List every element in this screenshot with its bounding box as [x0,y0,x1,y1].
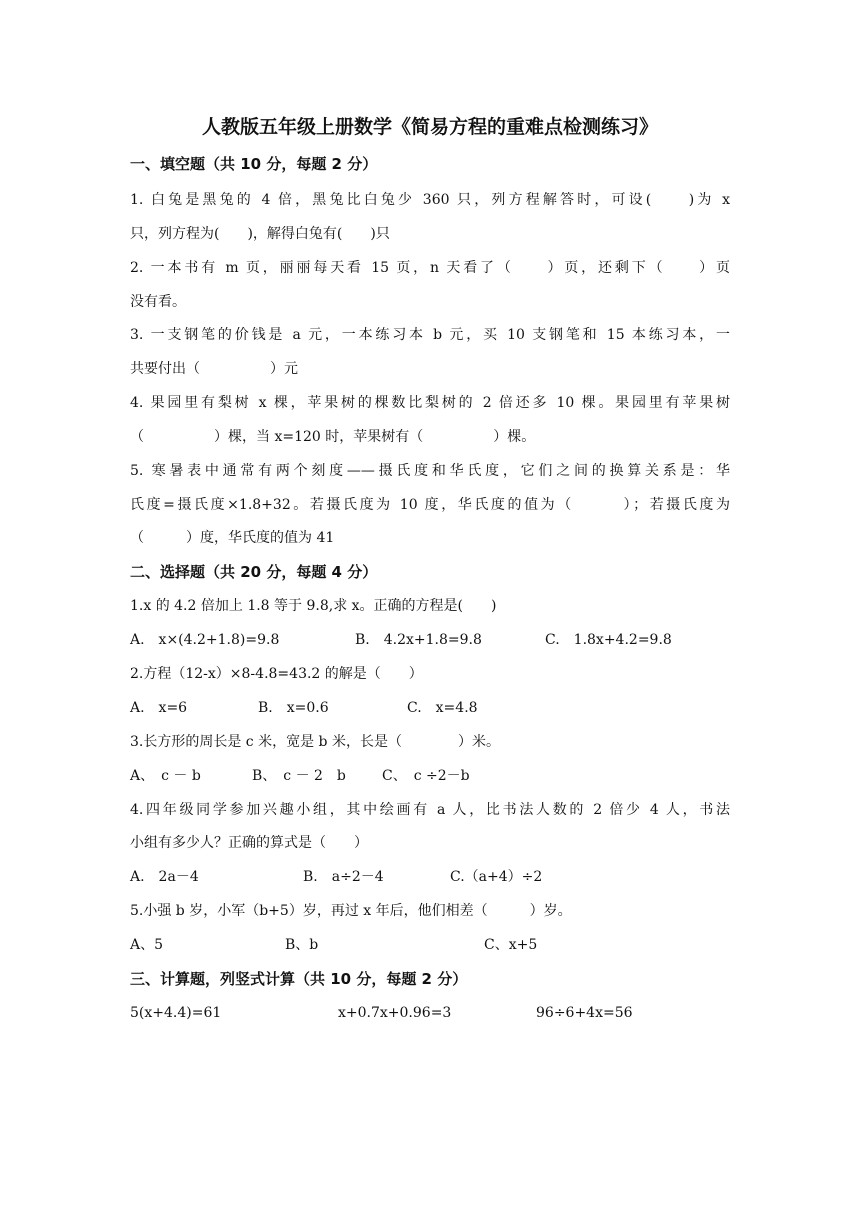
option-c: C. x=4.8 [407,700,478,716]
question-1-5-line-3: （ ）度，华氏度的值为 41 [130,530,335,546]
option-b: B. a÷2－4 [303,869,384,885]
question-2-2-stem: 2.方程（12-x）×8-4.8=43.2 的解是（ ） [130,666,423,682]
option-c: C、x+5 [484,937,538,953]
question-1-2-line-2: 没有看。 [130,294,186,310]
option-b: B、b [285,937,319,953]
question-1-3-line-2: 共要付出（ ）元 [130,361,298,377]
question-1-1-line-1: 1. 白兔是黑兔的 4 倍，黑兔比白兔少 360 只，列方程解答时，可设( )为 x [130,192,730,208]
question-1-5-line-1: 5. 寒暑表中通常有两个刻度——摄氏度和华氏度，它们之间的换算关系是：华 [130,463,730,479]
option-c: C. 1.8x+4.2=9.8 [545,632,672,648]
option-a: A. 2a－4 [130,869,199,885]
option-b: B、 c － 2 b [252,768,346,784]
option-a: A. x=6 [130,700,188,716]
question-2-4-line-1: 4.四年级同学参加兴趣小组，其中绘画有 a 人，比书法人数的 2 倍少 4 人，书法 [130,802,730,818]
question-1-5-line-2: 氏度=摄氏度×1.8+32。若摄氏度为 10 度，华氏度的值为（ ）；若摄氏度为 [130,497,730,513]
question-2-4-line-2: 小组有多少人？正确的算式是（ ） [130,835,368,851]
page-title: 人教版五年级上册数学《简易方程的重难点检测练习》 [201,116,658,138]
option-a: A、 c － b [130,768,201,784]
option-a: A、5 [130,937,164,953]
question-1-3-line-1: 3. 一支钢笔的价钱是 a 元，一本练习本 b 元，买 10 支钢笔和 15 本练习本，一 [130,327,730,343]
section-heading-multiple-choice: 二、选择题（共 20 分，每题 4 分） [130,563,378,581]
question-1-4-line-1: 4. 果园里有梨树 x 棵，苹果树的棵数比梨树的 2 倍还多 10 棵。果园里有苹果树 [130,395,730,411]
equation-1: 5(x+4.4)=61 [130,1005,222,1021]
equation-3: 96÷6+4x=56 [536,1005,633,1021]
question-2-3-stem: 3.长方形的周长是 c 米，宽是 b 米，长是（ ）米。 [130,734,500,750]
question-2-1-stem: 1.x 的 4.2 倍加上 1.8 等于 9.8,求 x。正确的方程是( ) [130,598,497,614]
section-heading-fill-blank: 一、填空题（共 10 分，每题 2 分） [130,155,378,173]
section-heading-calculation: 三、计算题，列竖式计算（共 10 分，每题 2 分） [130,970,468,988]
equation-2: x+0.7x+0.96=3 [338,1005,452,1021]
option-c: C.（a+4）÷2 [450,869,543,885]
option-b: B. 4.2x+1.8=9.8 [355,632,482,648]
option-a: A. x×(4.2+1.8)=9.8 [130,632,280,648]
question-1-1-line-2: 只，列方程为( )，解得白兔有( )只 [130,226,390,242]
option-b: B. x=0.6 [258,700,329,716]
question-2-5-stem: 5.小强 b 岁，小军（b+5）岁，再过 x 年后，他们相差（ ）岁。 [130,903,572,919]
option-c: C、 c ÷2－b [382,768,470,784]
question-1-2-line-1: 2. 一本书有 m 页，丽丽每天看 15 页，n 天看了（ ）页，还剩下（ ）页 [130,260,730,276]
question-1-4-line-2: （ ）棵，当 x=120 时，苹果树有（ ）棵。 [130,429,536,445]
